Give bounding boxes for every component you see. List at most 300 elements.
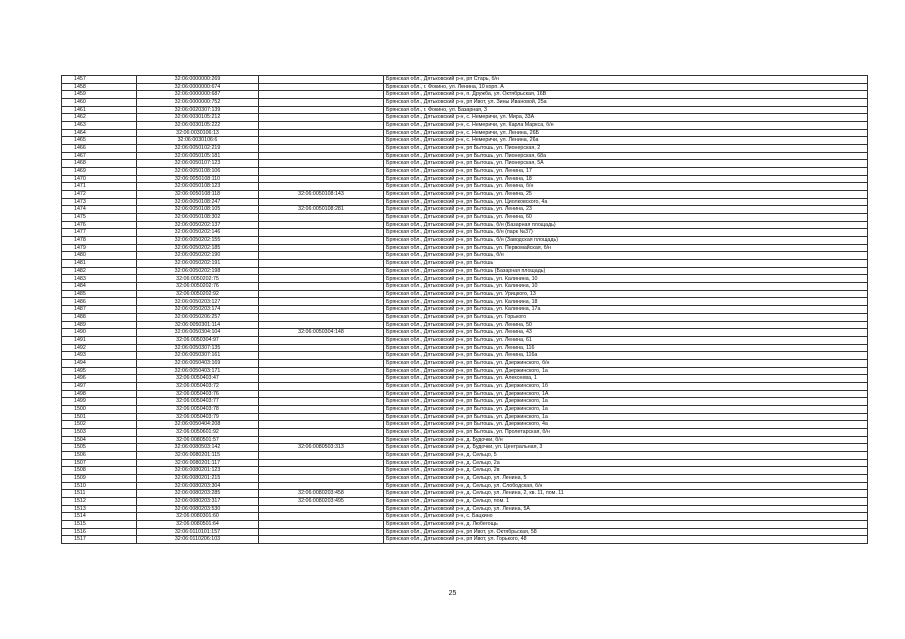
related-cadastral-number-cell bbox=[259, 421, 384, 429]
related-cadastral-number-cell bbox=[259, 252, 384, 260]
table-row bbox=[62, 76, 868, 84]
related-cadastral-number-cell bbox=[259, 99, 384, 107]
row-number-cell: 1465 bbox=[62, 137, 137, 145]
row-number-cell: 1515 bbox=[62, 520, 137, 528]
table-row bbox=[62, 129, 868, 137]
registry-table bbox=[61, 75, 868, 544]
table-row bbox=[62, 298, 868, 306]
row-number-cell: 1511 bbox=[62, 490, 137, 498]
table-row bbox=[62, 214, 868, 222]
related-cadastral-number-cell bbox=[259, 390, 384, 398]
address-cell: Брянская обл., Дятьковский р-н, рп Бытошь, ул. Горького bbox=[384, 313, 868, 321]
related-cadastral-number-cell bbox=[259, 428, 384, 436]
address-cell: Брянская обл., Дятьковский р-н, д. Будочки, ул. Центральная, 3 bbox=[384, 444, 868, 452]
related-cadastral-number-cell bbox=[259, 160, 384, 168]
related-cadastral-number-cell bbox=[259, 313, 384, 321]
table-row bbox=[62, 290, 868, 298]
related-cadastral-number-cell bbox=[259, 275, 384, 283]
cadastral-number-cell: 32:06:0080203:317 bbox=[137, 497, 259, 505]
row-number-cell: 1487 bbox=[62, 306, 137, 314]
related-cadastral-number-cell bbox=[259, 260, 384, 268]
table-row bbox=[62, 198, 868, 206]
related-cadastral-number-cell bbox=[259, 405, 384, 413]
related-cadastral-number-cell bbox=[259, 367, 384, 375]
row-number-cell: 1517 bbox=[62, 536, 137, 544]
table-row bbox=[62, 244, 868, 252]
address-cell: Брянская обл., Дятьковский р-н, рп Бытошь, б/н bbox=[384, 252, 868, 260]
address-cell: Брянская обл., Дятьковский р-н, рп Бытошь, ул. Дзержинского, 1а bbox=[384, 398, 868, 406]
table-row bbox=[62, 474, 868, 482]
row-number-cell: 1464 bbox=[62, 129, 137, 137]
address-cell: Брянская обл., Дятьковский р-н, рп Бытошь, ул. Дзержинского, 1а bbox=[384, 405, 868, 413]
cadastral-number-cell: 32:06:0050203:174 bbox=[137, 306, 259, 314]
row-number-cell: 1471 bbox=[62, 183, 137, 191]
table-row bbox=[62, 122, 868, 130]
table-row bbox=[62, 382, 868, 390]
related-cadastral-number-cell bbox=[259, 283, 384, 291]
related-cadastral-number-cell: 32:06:0050108:143 bbox=[259, 191, 384, 199]
cadastral-number-cell: 32:06:0080301:60 bbox=[137, 513, 259, 521]
related-cadastral-number-cell bbox=[259, 229, 384, 237]
table-row bbox=[62, 444, 868, 452]
related-cadastral-number-cell bbox=[259, 221, 384, 229]
address-cell: Брянская обл., Дятьковский р-н, рп Бытошь, ул. Дзержинского, 1А bbox=[384, 390, 868, 398]
table-row bbox=[62, 413, 868, 421]
table-row bbox=[62, 114, 868, 122]
address-cell: Брянская обл., Дятьковский р-н, рп Старь, б/н bbox=[384, 76, 868, 84]
cadastral-number-cell: 32:06:0050108:110 bbox=[137, 175, 259, 183]
related-cadastral-number-cell bbox=[259, 168, 384, 176]
table-row bbox=[62, 152, 868, 160]
table-row bbox=[62, 283, 868, 291]
address-cell: Брянская обл., Дятьковский р-н, д. Сельцо, 5 bbox=[384, 451, 868, 459]
table-row bbox=[62, 83, 868, 91]
table-row bbox=[62, 183, 868, 191]
table-row bbox=[62, 206, 868, 214]
row-number-cell: 1483 bbox=[62, 275, 137, 283]
related-cadastral-number-cell bbox=[259, 536, 384, 544]
cadastral-number-cell: 32:06:0050202:190 bbox=[137, 252, 259, 260]
row-number-cell: 1507 bbox=[62, 459, 137, 467]
page-number: 25 bbox=[448, 590, 457, 597]
address-cell: Брянская обл., г. Фокино, ул. Базарная, 3 bbox=[384, 106, 868, 114]
row-number-cell: 1458 bbox=[62, 83, 137, 91]
related-cadastral-number-cell bbox=[259, 106, 384, 114]
cadastral-number-cell: 32:06:0110206:103 bbox=[137, 536, 259, 544]
related-cadastral-number-cell bbox=[259, 375, 384, 383]
row-number-cell: 1482 bbox=[62, 267, 137, 275]
row-number-cell: 1505 bbox=[62, 444, 137, 452]
cadastral-number-cell: 32:06:0050102:219 bbox=[137, 145, 259, 153]
row-number-cell: 1470 bbox=[62, 175, 137, 183]
cadastral-number-cell: 32:06:0080501:64 bbox=[137, 520, 259, 528]
address-cell: Брянская обл., Дятьковский р-н, д. Сельцо, ул. Ленина, 5 bbox=[384, 474, 868, 482]
address-cell: Брянская обл., Дятьковский р-н, с. Бацкино bbox=[384, 513, 868, 521]
address-cell: Брянская обл., Дятьковский р-н, рп Бытошь, ул. Циолковского, 4а bbox=[384, 198, 868, 206]
address-cell: Брянская обл., Дятьковский р-н, д. Сельцо, 2в bbox=[384, 467, 868, 475]
related-cadastral-number-cell: 32:06:0080203:495 bbox=[259, 497, 384, 505]
cadastral-number-cell: 32:06:0050307:135 bbox=[137, 344, 259, 352]
address-cell: Брянская обл., Дятьковский р-н, рп Бытошь, ул. Дзержинского, б/н bbox=[384, 359, 868, 367]
cadastral-number-cell: 32:06:0050601:92 bbox=[137, 428, 259, 436]
related-cadastral-number-cell bbox=[259, 198, 384, 206]
address-cell: Брянская обл., Дятьковский р-н, рп Бытошь, ул. Дзержинского, 4а bbox=[384, 421, 868, 429]
row-number-cell: 1460 bbox=[62, 99, 137, 107]
related-cadastral-number-cell bbox=[259, 122, 384, 130]
table-row bbox=[62, 267, 868, 275]
address-cell: Брянская обл., Дятьковский р-н, рп Ивот, ул. Октябрьская, 58 bbox=[384, 528, 868, 536]
address-cell: Брянская обл., Дятьковский р-н, рп Бытошь, ул. Пролетарская, б/н bbox=[384, 428, 868, 436]
cadastral-number-cell: 32:06:0050202:75 bbox=[137, 275, 259, 283]
address-cell: Брянская обл., Дятьковский р-н, с. Немеричи, ул. Ленина, 26Б bbox=[384, 129, 868, 137]
row-number-cell: 1499 bbox=[62, 398, 137, 406]
row-number-cell: 1501 bbox=[62, 413, 137, 421]
row-number-cell: 1477 bbox=[62, 229, 137, 237]
address-cell: Брянская обл., Дятьковский р-н, рп Бытошь, ул. Пионерская, 68а bbox=[384, 152, 868, 160]
table-row bbox=[62, 421, 868, 429]
related-cadastral-number-cell bbox=[259, 137, 384, 145]
address-cell: Брянская обл., Дятьковский р-н, рп Бытошь, ул. Алексеева, 1 bbox=[384, 375, 868, 383]
cadastral-number-cell: 32:06:0050108:123 bbox=[137, 183, 259, 191]
row-number-cell: 1509 bbox=[62, 474, 137, 482]
table-row bbox=[62, 390, 868, 398]
related-cadastral-number-cell bbox=[259, 474, 384, 482]
related-cadastral-number-cell bbox=[259, 436, 384, 444]
row-number-cell: 1463 bbox=[62, 122, 137, 130]
row-number-cell: 1457 bbox=[62, 76, 137, 84]
cadastral-number-cell: 32:06:0030106:6 bbox=[137, 137, 259, 145]
table-row bbox=[62, 336, 868, 344]
cadastral-number-cell: 32:06:0050403:76 bbox=[137, 390, 259, 398]
address-cell: Брянская обл., Дятьковский р-н, д. Сельцо, ул. Слободская, б/н bbox=[384, 482, 868, 490]
address-cell: Брянская обл., Дятьковский р-н, рп Ивот, ул. Зины Ивановой, 25а bbox=[384, 99, 868, 107]
related-cadastral-number-cell bbox=[259, 145, 384, 153]
cadastral-number-cell: 32:06:0050304:97 bbox=[137, 336, 259, 344]
cadastral-number-cell: 32:06:0050301:114 bbox=[137, 321, 259, 329]
table-row bbox=[62, 145, 868, 153]
related-cadastral-number-cell bbox=[259, 306, 384, 314]
address-cell: Брянская обл., Дятьковский р-н, д. Любегощь bbox=[384, 520, 868, 528]
row-number-cell: 1496 bbox=[62, 375, 137, 383]
address-cell: Брянская обл., Дятьковский р-н, д. Сельцо, 2а bbox=[384, 459, 868, 467]
address-cell: Брянская обл., Дятьковский р-н, рп Бытошь, ул. Ленина, 25 bbox=[384, 191, 868, 199]
related-cadastral-number-cell bbox=[259, 114, 384, 122]
registry-table-body bbox=[62, 76, 868, 544]
address-cell: Брянская обл., Дятьковский р-н, рп Бытошь, ул. Калинина, 10 bbox=[384, 275, 868, 283]
related-cadastral-number-cell bbox=[259, 321, 384, 329]
related-cadastral-number-cell: 32:06:0080203:458 bbox=[259, 490, 384, 498]
related-cadastral-number-cell bbox=[259, 129, 384, 137]
table-row bbox=[62, 367, 868, 375]
cadastral-number-cell: 32:06:0080201:215 bbox=[137, 474, 259, 482]
row-number-cell: 1495 bbox=[62, 367, 137, 375]
row-number-cell: 1500 bbox=[62, 405, 137, 413]
table-row bbox=[62, 191, 868, 199]
table-row bbox=[62, 252, 868, 260]
row-number-cell: 1497 bbox=[62, 382, 137, 390]
address-cell: Брянская обл., Дятьковский р-н, д. Будочки, б/н bbox=[384, 436, 868, 444]
related-cadastral-number-cell bbox=[259, 513, 384, 521]
table-row bbox=[62, 482, 868, 490]
cadastral-number-cell: 32:06:0110101:157 bbox=[137, 528, 259, 536]
cadastral-number-cell: 32:06:0050107:123 bbox=[137, 160, 259, 168]
table-row bbox=[62, 99, 868, 107]
cadastral-number-cell: 32:06:0080201:123 bbox=[137, 467, 259, 475]
row-number-cell: 1467 bbox=[62, 152, 137, 160]
related-cadastral-number-cell bbox=[259, 505, 384, 513]
address-cell: Брянская обл., Дятьковский р-н, рп Бытошь, ул. Ленина, 116а bbox=[384, 352, 868, 360]
related-cadastral-number-cell bbox=[259, 175, 384, 183]
related-cadastral-number-cell bbox=[259, 344, 384, 352]
address-cell: Брянская обл., Дятьковский р-н, рп Бытошь, ул. Дзержинского, 1а bbox=[384, 367, 868, 375]
address-cell: Брянская обл., Дятьковский р-н, рп Бытошь, ул. Ленина, 43 bbox=[384, 329, 868, 337]
address-cell: Брянская обл., Дятьковский р-н, рп Бытошь, б/н (парк №37) bbox=[384, 229, 868, 237]
address-cell: Брянская обл., Дятьковский р-н, с. Немеричи, ул. Мира, 33А bbox=[384, 114, 868, 122]
related-cadastral-number-cell bbox=[259, 183, 384, 191]
cadastral-number-cell: 32:06:0050203:127 bbox=[137, 298, 259, 306]
address-cell: Брянская обл., Дятьковский р-н, рп Бытошь, ул. Калинина, 18 bbox=[384, 298, 868, 306]
related-cadastral-number-cell bbox=[259, 336, 384, 344]
row-number-cell: 1480 bbox=[62, 252, 137, 260]
cadastral-number-cell: 32:06:0030105:222 bbox=[137, 122, 259, 130]
table-row bbox=[62, 221, 868, 229]
table-row bbox=[62, 505, 868, 513]
row-number-cell: 1514 bbox=[62, 513, 137, 521]
cadastral-number-cell: 32:06:0050108:302 bbox=[137, 214, 259, 222]
cadastral-number-cell: 32:06:0050202:191 bbox=[137, 260, 259, 268]
related-cadastral-number-cell bbox=[259, 459, 384, 467]
cadastral-number-cell: 32:06:0050403:78 bbox=[137, 405, 259, 413]
related-cadastral-number-cell bbox=[259, 352, 384, 360]
row-number-cell: 1476 bbox=[62, 221, 137, 229]
row-number-cell: 1472 bbox=[62, 191, 137, 199]
table-row bbox=[62, 436, 868, 444]
table-row bbox=[62, 229, 868, 237]
address-cell: Брянская обл., Дятьковский р-н, рп Бытошь, ул. Пионерская, 5А bbox=[384, 160, 868, 168]
related-cadastral-number-cell bbox=[259, 214, 384, 222]
table-row bbox=[62, 344, 868, 352]
row-number-cell: 1498 bbox=[62, 390, 137, 398]
table-row bbox=[62, 313, 868, 321]
cadastral-number-cell: 32:06:0080203:304 bbox=[137, 482, 259, 490]
table-row bbox=[62, 375, 868, 383]
table-row bbox=[62, 459, 868, 467]
row-number-cell: 1479 bbox=[62, 244, 137, 252]
table-row bbox=[62, 405, 868, 413]
related-cadastral-number-cell bbox=[259, 83, 384, 91]
cadastral-number-cell: 32:06:0050108:118 bbox=[137, 191, 259, 199]
address-cell: Брянская обл., Дятьковский р-н, рп Бытошь, ул. Ленина, 60 bbox=[384, 214, 868, 222]
related-cadastral-number-cell bbox=[259, 237, 384, 245]
row-number-cell: 1508 bbox=[62, 467, 137, 475]
row-number-cell: 1469 bbox=[62, 168, 137, 176]
cadastral-number-cell: 32:06:0050105:181 bbox=[137, 152, 259, 160]
address-cell: Брянская обл., Дятьковский р-н, рп Бытошь, б/н (Базарная площадь) bbox=[384, 221, 868, 229]
address-cell: Брянская обл., Дятьковский р-н, рп Бытошь, ул. Урицкого, 13 bbox=[384, 290, 868, 298]
address-cell: Брянская обл., Дятьковский р-н, рп Бытошь bbox=[384, 260, 868, 268]
table-row bbox=[62, 359, 868, 367]
row-number-cell: 1492 bbox=[62, 344, 137, 352]
address-cell: Брянская обл., Дятьковский р-н, рп Бытошь, ул. Ленина, 61 bbox=[384, 336, 868, 344]
cadastral-number-cell: 32:06:0050403:47 bbox=[137, 375, 259, 383]
related-cadastral-number-cell bbox=[259, 244, 384, 252]
address-cell: Брянская обл., Дятьковский р-н, рп Бытошь, ул. Ленина, 17 bbox=[384, 168, 868, 176]
row-number-cell: 1462 bbox=[62, 114, 137, 122]
table-row bbox=[62, 428, 868, 436]
cadastral-number-cell: 32:06:0080201:117 bbox=[137, 459, 259, 467]
related-cadastral-number-cell bbox=[259, 290, 384, 298]
row-number-cell: 1510 bbox=[62, 482, 137, 490]
cadastral-number-cell: 32:06:0000000:674 bbox=[137, 83, 259, 91]
address-cell: Брянская обл., Дятьковский р-н, рп Бытошь, ул. Дзержинского, 1б bbox=[384, 382, 868, 390]
row-number-cell: 1473 bbox=[62, 198, 137, 206]
table-row bbox=[62, 536, 868, 544]
cadastral-number-cell: 32:06:0050202:198 bbox=[137, 267, 259, 275]
row-number-cell: 1486 bbox=[62, 298, 137, 306]
related-cadastral-number-cell bbox=[259, 528, 384, 536]
address-cell: Брянская обл., Дятьковский р-н, рп Бытошь, ул. Калинина, 10 bbox=[384, 283, 868, 291]
cadastral-number-cell: 32:06:0050403:169 bbox=[137, 359, 259, 367]
row-number-cell: 1506 bbox=[62, 451, 137, 459]
table-row bbox=[62, 528, 868, 536]
address-cell: Брянская обл., Дятьковский р-н, рп Бытошь, ул. Ленина, 18 bbox=[384, 175, 868, 183]
address-cell: Брянская обл., Дятьковский р-н, рп Бытошь, ул. Пионерская, 2 bbox=[384, 145, 868, 153]
cadastral-number-cell: 32:06:0050202:92 bbox=[137, 290, 259, 298]
related-cadastral-number-cell bbox=[259, 267, 384, 275]
cadastral-number-cell: 32:06:0050206:257 bbox=[137, 313, 259, 321]
address-cell: Брянская обл., Дятьковский р-н, рп Бытошь, ул. Ленина, 116 bbox=[384, 344, 868, 352]
row-number-cell: 1503 bbox=[62, 428, 137, 436]
cadastral-number-cell: 32:06:0050108:105 bbox=[137, 206, 259, 214]
table-row bbox=[62, 275, 868, 283]
cadastral-number-cell: 32:06:0080203:530 bbox=[137, 505, 259, 513]
table-row bbox=[62, 490, 868, 498]
table-row bbox=[62, 175, 868, 183]
row-number-cell: 1459 bbox=[62, 91, 137, 99]
cadastral-number-cell: 32:06:0050202:185 bbox=[137, 244, 259, 252]
table-row bbox=[62, 260, 868, 268]
address-cell: Брянская обл., Дятьковский р-н, п. Дружба, ул. Октябрьская, 16В bbox=[384, 91, 868, 99]
table-row bbox=[62, 137, 868, 145]
related-cadastral-number-cell bbox=[259, 298, 384, 306]
table-row bbox=[62, 398, 868, 406]
table-row bbox=[62, 520, 868, 528]
cadastral-number-cell: 32:06:0020307:139 bbox=[137, 106, 259, 114]
cadastral-number-cell: 32:06:0080201:115 bbox=[137, 451, 259, 459]
address-cell: Брянская обл., Дятьковский р-н, рп Бытошь, ул. Калинина, 17а bbox=[384, 306, 868, 314]
row-number-cell: 1485 bbox=[62, 290, 137, 298]
cadastral-number-cell: 32:06:0050202:137 bbox=[137, 221, 259, 229]
table-row bbox=[62, 329, 868, 337]
table-row bbox=[62, 91, 868, 99]
address-cell: Брянская обл., Дятьковский р-н, рп Ивот, ул. Горького, 48 bbox=[384, 536, 868, 544]
cadastral-number-cell: 32:06:0050404:208 bbox=[137, 421, 259, 429]
table-row bbox=[62, 160, 868, 168]
cadastral-number-cell: 32:06:0050202:76 bbox=[137, 283, 259, 291]
table-row bbox=[62, 306, 868, 314]
table-row bbox=[62, 513, 868, 521]
table-row bbox=[62, 352, 868, 360]
cadastral-number-cell: 32:06:0030105:212 bbox=[137, 114, 259, 122]
related-cadastral-number-cell bbox=[259, 451, 384, 459]
row-number-cell: 1502 bbox=[62, 421, 137, 429]
related-cadastral-number-cell: 32:06:0080503:313 bbox=[259, 444, 384, 452]
row-number-cell: 1493 bbox=[62, 352, 137, 360]
table-row bbox=[62, 451, 868, 459]
row-number-cell: 1512 bbox=[62, 497, 137, 505]
row-number-cell: 1513 bbox=[62, 505, 137, 513]
cadastral-number-cell: 32:06:0030106:13 bbox=[137, 129, 259, 137]
row-number-cell: 1466 bbox=[62, 145, 137, 153]
address-cell: Брянская обл., Дятьковский р-н, рп Бытошь, ул. Ленина, б/н bbox=[384, 183, 868, 191]
row-number-cell: 1484 bbox=[62, 283, 137, 291]
cadastral-number-cell: 32:06:0080503:142 bbox=[137, 444, 259, 452]
table-row bbox=[62, 106, 868, 114]
address-cell: Брянская обл., Дятьковский р-н, с. Немеричи, ул. Карла Маркса, б/н bbox=[384, 122, 868, 130]
row-number-cell: 1516 bbox=[62, 528, 137, 536]
table-row bbox=[62, 467, 868, 475]
address-cell: Брянская обл., Дятьковский р-н, д. Сельцо, пом. 1 bbox=[384, 497, 868, 505]
table-row bbox=[62, 237, 868, 245]
related-cadastral-number-cell bbox=[259, 482, 384, 490]
row-number-cell: 1475 bbox=[62, 214, 137, 222]
row-number-cell: 1481 bbox=[62, 260, 137, 268]
row-number-cell: 1504 bbox=[62, 436, 137, 444]
row-number-cell: 1468 bbox=[62, 160, 137, 168]
related-cadastral-number-cell bbox=[259, 382, 384, 390]
cadastral-number-cell: 32:06:0050403:171 bbox=[137, 367, 259, 375]
related-cadastral-number-cell: 32:06:0050304:148 bbox=[259, 329, 384, 337]
address-cell: Брянская обл., Дятьковский р-н, рп Бытошь, ул. Ленина, 50 bbox=[384, 321, 868, 329]
cadastral-number-cell: 32:06:0050403:77 bbox=[137, 398, 259, 406]
related-cadastral-number-cell bbox=[259, 398, 384, 406]
cadastral-number-cell: 32:06:0000000:752 bbox=[137, 99, 259, 107]
table-row bbox=[62, 321, 868, 329]
row-number-cell: 1494 bbox=[62, 359, 137, 367]
row-number-cell: 1489 bbox=[62, 321, 137, 329]
related-cadastral-number-cell bbox=[259, 91, 384, 99]
table-row bbox=[62, 497, 868, 505]
address-cell: Брянская обл., Дятьковский р-н, рп Бытошь, ул. Дзержинского, 1а bbox=[384, 413, 868, 421]
address-cell: Брянская обл., Дятьковский р-н, д. Сельцо, ул. Ленина, 5А bbox=[384, 505, 868, 513]
cadastral-number-cell: 32:06:0050202:155 bbox=[137, 237, 259, 245]
row-number-cell: 1491 bbox=[62, 336, 137, 344]
row-number-cell: 1461 bbox=[62, 106, 137, 114]
cadastral-number-cell: 32:06:0050403:79 bbox=[137, 413, 259, 421]
related-cadastral-number-cell bbox=[259, 467, 384, 475]
cadastral-number-cell: 32:06:0050108:106 bbox=[137, 168, 259, 176]
cadastral-number-cell: 32:06:0080501:57 bbox=[137, 436, 259, 444]
cadastral-number-cell: 32:06:0050202:146 bbox=[137, 229, 259, 237]
address-cell: Брянская обл., Дятьковский р-н, рп Бытошь, ул. Ленина, 23 bbox=[384, 206, 868, 214]
cadastral-number-cell: 32:06:0050307:161 bbox=[137, 352, 259, 360]
cadastral-number-cell: 32:06:0080203:285 bbox=[137, 490, 259, 498]
address-cell: Брянская обл., Дятьковский р-н, рп Бытошь, ул. Первомайская, б/н bbox=[384, 244, 868, 252]
cadastral-number-cell: 32:06:0000000:269 bbox=[137, 76, 259, 84]
related-cadastral-number-cell bbox=[259, 76, 384, 84]
address-cell: Брянская обл., Дятьковский р-н, рп Бытошь (Базарная площадь) bbox=[384, 267, 868, 275]
table-row bbox=[62, 168, 868, 176]
cadastral-number-cell: 32:06:0050304:104 bbox=[137, 329, 259, 337]
related-cadastral-number-cell bbox=[259, 359, 384, 367]
related-cadastral-number-cell bbox=[259, 520, 384, 528]
row-number-cell: 1488 bbox=[62, 313, 137, 321]
address-cell: Брянская обл., Дятьковский р-н, рп Бытошь, б/н (Заводская площадь) bbox=[384, 237, 868, 245]
related-cadastral-number-cell: 32:06:0050108:281 bbox=[259, 206, 384, 214]
related-cadastral-number-cell bbox=[259, 413, 384, 421]
cadastral-number-cell: 32:06:0000000:687 bbox=[137, 91, 259, 99]
row-number-cell: 1490 bbox=[62, 329, 137, 337]
